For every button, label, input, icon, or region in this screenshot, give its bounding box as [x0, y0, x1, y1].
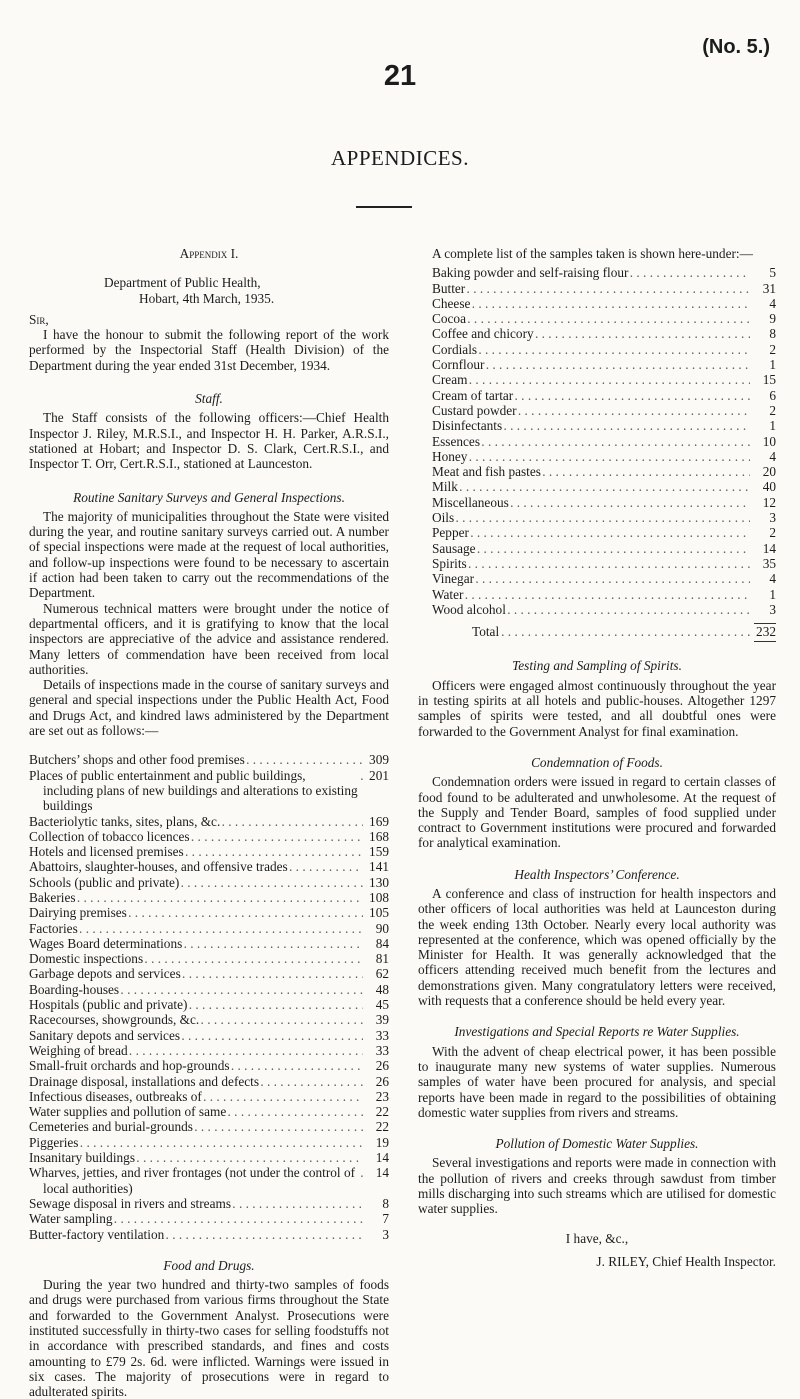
inspection-item-value: 159: [369, 844, 389, 860]
sample-item-label: Disinfectants: [432, 418, 503, 434]
routine-paragraph-1: The majority of municipalities throughout the State were visited during the year, and routine sanitary surveys carried out. A number of special inspections were made at the request of local authorities, and follow-up inspections were found to be necessary to ascertain if action had been taken to carry out the recommendations of the Department.: [29, 508, 389, 601]
inspection-item-value: 84: [375, 935, 389, 951]
inspection-item: [29, 814, 389, 829]
section-heading: Condemnation of Foods.: [531, 754, 663, 770]
inspection-item: [29, 997, 389, 1012]
sample-item-value: 1: [769, 586, 776, 602]
sample-item: [432, 479, 776, 494]
inspection-item: [29, 1058, 389, 1073]
inspection-item-label: Wharves, jetties, and river frontages (not under the control of local authorities): [29, 1165, 356, 1196]
report-sections: [418, 658, 776, 1216]
sample-item-value: 4: [769, 448, 776, 464]
sample-item: [432, 311, 776, 326]
inspection-item-value: 105: [369, 905, 389, 921]
sample-item-label: Butter: [432, 280, 466, 296]
sample-item-label: Pepper: [432, 525, 469, 541]
inspection-item-label: Collection of tobacco licences: [29, 828, 190, 844]
sample-item-value: 40: [762, 479, 776, 495]
samples-list: [432, 265, 776, 617]
inspection-item-value: 81: [375, 951, 389, 967]
inspection-item-label: Infectious diseases, outbreaks of: [29, 1088, 202, 1104]
sample-item-value: 4: [769, 295, 776, 311]
inspection-item-label: Schools (public and private): [29, 874, 180, 890]
sample-item-label: Spirits: [432, 555, 467, 571]
closing-line: I have, &c.,: [565, 1230, 629, 1246]
inspection-item: [29, 951, 389, 966]
inspection-item-value: 309: [369, 752, 389, 768]
inspection-item-value: 33: [375, 1027, 389, 1043]
sample-item-value: 2: [769, 341, 776, 357]
inspection-item-label: Dairying premises: [29, 905, 127, 921]
inspection-item: [29, 768, 389, 814]
sample-item-label: Cocoa: [432, 311, 466, 327]
inspection-item-label: Bakeries: [29, 889, 76, 905]
section-heading: Testing and Sampling of Spirits.: [512, 658, 682, 674]
sample-item-value: 2: [769, 525, 776, 541]
section-paragraph: A conference and class of instruction for health inspectors and other officers of local authorities was held at Launceston during the week ending 13th October. Nearly every local authority was represented at the conference, which was opened officially by the Minister for Health. It was generally acknowledged that the officers attending received much benefit from the lectures and demonstrations given. Many congratulatory letters were received, with requests that a conference should be held every year.: [418, 885, 776, 1009]
inspection-item-value: 14: [375, 1165, 389, 1181]
sample-item-value: 2: [769, 402, 776, 418]
samples-intro: A complete list of the samples taken is shown here-under:—: [432, 246, 753, 261]
inspection-item: [29, 1089, 389, 1104]
inspection-item-value: 26: [375, 1058, 389, 1074]
section-heading: Investigations and Special Reports re Water Supplies.: [454, 1024, 740, 1040]
title-rule: [356, 206, 412, 208]
sample-item-value: 5: [769, 265, 776, 281]
sample-item-value: 4: [769, 571, 776, 587]
salutation: Sir,: [29, 311, 49, 327]
sample-item-value: 8: [769, 326, 776, 342]
sample-item: [432, 495, 776, 510]
inspection-item-value: 26: [375, 1073, 389, 1089]
inspection-item-label: Domestic inspections: [29, 951, 144, 967]
inspection-item-value: 130: [369, 874, 389, 890]
sample-item: [432, 541, 776, 556]
inspection-item: [29, 875, 389, 890]
inspection-item: [29, 1227, 389, 1242]
intro-paragraph: I have the honour to submit the following report of the work performed by the Inspectorial Staff (Health Division) of the Department during the year ended 31st December, 1934.: [29, 327, 389, 373]
inspection-item-value: 108: [369, 889, 389, 905]
inspection-item-label: Wages Board determinations: [29, 935, 183, 951]
inspection-item-label: Weighing of bread: [29, 1042, 128, 1058]
sample-item-value: 14: [762, 540, 776, 556]
sample-item-label: Essences: [432, 433, 480, 449]
sample-item: [432, 525, 776, 540]
inspection-item: [29, 1150, 389, 1165]
inspection-item: [29, 844, 389, 859]
routine-heading: Routine Sanitary Surveys and General Inspections.: [73, 489, 345, 505]
sample-item: [432, 602, 776, 617]
sample-item: [432, 326, 776, 341]
inspection-item-value: 169: [369, 813, 389, 829]
sample-item-value: 15: [762, 372, 776, 388]
total-label: Total: [472, 624, 500, 640]
address-line-2: Hobart, 4th March, 1935.: [139, 290, 275, 306]
sample-item-label: Vinegar: [432, 571, 475, 587]
inspection-item: [29, 966, 389, 981]
section-heading: Health Inspectors’ Conference.: [514, 866, 680, 882]
inspection-item-label: Drainage disposal, installations and defects: [29, 1073, 260, 1089]
section-paragraph: Condemnation orders were issued in regard to certain classes of food found to be adulterated and unwholesome. At the request of the Supply and Tender Board, samples of food supplied under contract to Government institutions were procured and forwarded for analytical examination.: [418, 774, 776, 851]
inspection-item-value: 3: [382, 1226, 389, 1242]
section-paragraph: Officers were engaged almost continuously throughout the year in testing spirits at all hotels and public-houses. Altogether 1297 samples of spirits were tested, and all doubtful ones were forwarded to the Government Analyst for final examination.: [418, 677, 776, 739]
inspection-item-label: Bacteriolytic tanks, sites, plans, &c.: [29, 813, 221, 829]
inspection-item: [29, 982, 389, 997]
inspection-item-label: Cemeteries and burial-grounds: [29, 1119, 193, 1135]
right-column: [418, 246, 776, 1269]
inspection-item: [29, 1196, 389, 1211]
section-heading: Pollution of Domestic Water Supplies.: [495, 1136, 699, 1152]
page-title: APPENDICES.: [331, 146, 469, 170]
left-column: [29, 246, 389, 1399]
inspection-item-value: 39: [375, 1012, 389, 1028]
food-drugs-heading: Food and Drugs.: [163, 1257, 255, 1273]
inspection-item-value: 8: [382, 1195, 389, 1211]
sample-item-value: 31: [762, 280, 776, 296]
sample-item: [432, 571, 776, 586]
inspection-item-label: Butter-factory ventilation: [29, 1226, 165, 1242]
inspection-item-label: Insanitary buildings: [29, 1150, 135, 1166]
sample-item: [432, 357, 776, 372]
inspection-item: [29, 905, 389, 920]
inspection-item-value: 19: [375, 1134, 389, 1150]
section-paragraph: Several investigations and reports were made in connection with the pollution of rivers and creeks through sawdust from timber mills discharging into such streams which are utilised for domestic water supplies.: [418, 1155, 776, 1217]
total-rule-bottom: [754, 641, 776, 642]
sample-item-label: Cordials: [432, 341, 478, 357]
appendix-heading: Appendix I.: [179, 246, 239, 261]
sample-item-label: Oils: [432, 510, 455, 526]
inspection-item: [29, 1165, 389, 1196]
inspection-item-value: 90: [375, 920, 389, 936]
inspection-item: [29, 1119, 389, 1134]
routine-paragraph-3: Details of inspections made in the course of sanitary surveys and general and special inspections under the Public Health Act, Food and Drugs Act, and kindred laws administered by the Department are set out as follows:—: [29, 677, 389, 739]
staff-heading: Staff.: [195, 391, 223, 407]
sample-item: [432, 434, 776, 449]
sample-item-value: 10: [762, 433, 776, 449]
sample-item: [432, 403, 776, 418]
sample-item-label: Cream: [432, 372, 468, 388]
inspection-item: [29, 1012, 389, 1027]
inspection-item: [29, 890, 389, 905]
staff-paragraph: The Staff consists of the following officers:—Chief Health Inspector J. Riley, M.R.S.I., and Inspector H. H. Parker, A.R.S.I., stationed at Hobart; and Inspector D. S. Clark, Cert.R.S.I., and Inspector T. Orr, Cert.R.S.I., stationed at Launceston.: [29, 410, 389, 472]
sample-item: [432, 510, 776, 525]
sample-item-value: 20: [762, 464, 776, 480]
inspection-item-label: Factories: [29, 920, 78, 936]
sample-item-value: 3: [769, 601, 776, 617]
page-number: 21: [383, 60, 417, 92]
sample-item: [432, 342, 776, 357]
sample-item: [432, 281, 776, 296]
inspection-item-value: 22: [375, 1104, 389, 1120]
inspection-item-label: Butchers’ shops and other food premises: [29, 752, 245, 768]
inspection-item: [29, 1104, 389, 1119]
sample-item-label: Honey: [432, 448, 468, 464]
total-row: [432, 624, 776, 639]
sample-item: [432, 372, 776, 387]
sample-item: [432, 587, 776, 602]
section-paragraph: With the advent of cheap electrical power, it has been possible to inaugurate many new systems of water supplies. Numerous samples of water have been procured for analysis, and special reports have been made in regard to the possibilities of obtaining domestic water supplies from rivers and streams.: [418, 1043, 776, 1120]
sample-item: [432, 265, 776, 280]
inspection-item-label: Hotels and licensed premises: [29, 844, 184, 860]
samples-total: [432, 623, 776, 642]
sample-item-value: 6: [769, 387, 776, 403]
routine-paragraph-2: Numerous technical matters were brought under the notice of departmental officers, and it is gratifying to know that the local inspectors are appreciative of the advice and assistance rendered. Many letters of commendation have been received from local authorities.: [29, 600, 389, 677]
sample-item: [432, 449, 776, 464]
address-line-1: Department of Public Health,: [104, 275, 261, 291]
sample-item: [432, 296, 776, 311]
inspection-item-value: 168: [369, 828, 389, 844]
inspection-item: [29, 1074, 389, 1089]
inspection-item-label: Sewage disposal in rivers and streams: [29, 1195, 231, 1211]
sample-item: [432, 388, 776, 403]
inspection-item-label: Garbage depots and services: [29, 966, 181, 982]
sample-item-label: Milk: [432, 479, 458, 495]
sample-item-label: Cornflour: [432, 357, 485, 373]
inspection-item: [29, 859, 389, 874]
inspection-item: [29, 1135, 389, 1150]
sample-item-label: Cream of tartar: [432, 387, 514, 403]
inspection-item: [29, 1028, 389, 1043]
inspection-item-label: Places of public entertainment and public buildings, including plans of new buildings and alterations to existing buildings: [29, 767, 358, 814]
sample-item-label: Meat and fish pastes: [432, 464, 541, 480]
sample-item-value: 35: [762, 555, 776, 571]
inspection-item-value: 45: [375, 997, 389, 1013]
sample-item: [432, 418, 776, 433]
sample-item-label: Coffee and chicory: [432, 326, 534, 342]
total-value: 232: [756, 624, 776, 640]
inspection-item: [29, 1043, 389, 1058]
sample-item-label: Baking powder and self-raising flour: [432, 265, 629, 281]
sample-item-label: Sausage: [432, 540, 476, 556]
document-number: (No. 5.): [702, 36, 770, 58]
sample-item-value: 9: [769, 311, 776, 327]
inspection-item: [29, 921, 389, 936]
inspection-item-value: 62: [375, 966, 389, 982]
inspection-item-value: 33: [375, 1042, 389, 1058]
inspection-item-value: 14: [375, 1150, 389, 1166]
sample-item-value: 3: [769, 510, 776, 526]
inspection-item-label: Abattoirs, slaughter-houses, and offensive trades: [29, 859, 288, 875]
inspection-item-label: Hospitals (public and private): [29, 997, 188, 1013]
inspection-item: [29, 1211, 389, 1226]
inspection-item-label: Water sampling: [29, 1211, 113, 1227]
inspection-item-label: Racecourses, showgrounds, &c.: [29, 1012, 200, 1028]
food-drugs-paragraph: During the year two hundred and thirty-two samples of foods and drugs were purchased from various firms throughout the State and forwarded to the Government Analyst. Prosecutions were instituted successfully in thirty-two cases for selling foodstuffs not in accordance with prescribed standards, and fines and costs amounting to £79 2s. 6d. were inflicted. Warnings were issued in six cases. The majority of prosecutions were in regard to adulterated spirits.: [29, 1277, 389, 1399]
sample-item-label: Custard powder: [432, 402, 517, 418]
inspection-item-value: 23: [375, 1088, 389, 1104]
inspection-item-value: 201: [369, 767, 389, 783]
inspection-item-label: Piggeries: [29, 1134, 79, 1150]
inspection-item-label: Water supplies and pollution of same: [29, 1104, 227, 1120]
sample-item-label: Wood alcohol: [432, 601, 506, 617]
sample-item-value: 12: [762, 494, 776, 510]
signature: J. RILEY, Chief Health Inspector.: [596, 1253, 776, 1269]
sample-item-label: Water: [432, 586, 464, 602]
inspection-item-label: Sanitary depots and services: [29, 1027, 181, 1043]
inspection-item-label: Small-fruit orchards and hop-grounds: [29, 1058, 230, 1074]
sample-item: [432, 556, 776, 571]
inspection-item: [29, 936, 389, 951]
inspections-list: [29, 752, 389, 1242]
inspection-item-value: 48: [375, 981, 389, 997]
inspection-item-label: Boarding-houses: [29, 981, 120, 997]
sample-item-label: Miscellaneous: [432, 494, 509, 510]
sample-item-value: 1: [769, 357, 776, 373]
inspection-item-value: 141: [369, 859, 389, 875]
inspection-item: [29, 752, 389, 767]
sample-item-value: 1: [769, 418, 776, 434]
inspection-item: [29, 829, 389, 844]
inspection-item-value: 22: [375, 1119, 389, 1135]
sample-item-label: Cheese: [432, 295, 471, 311]
sample-item: [432, 464, 776, 479]
inspection-item-value: 7: [382, 1211, 389, 1227]
